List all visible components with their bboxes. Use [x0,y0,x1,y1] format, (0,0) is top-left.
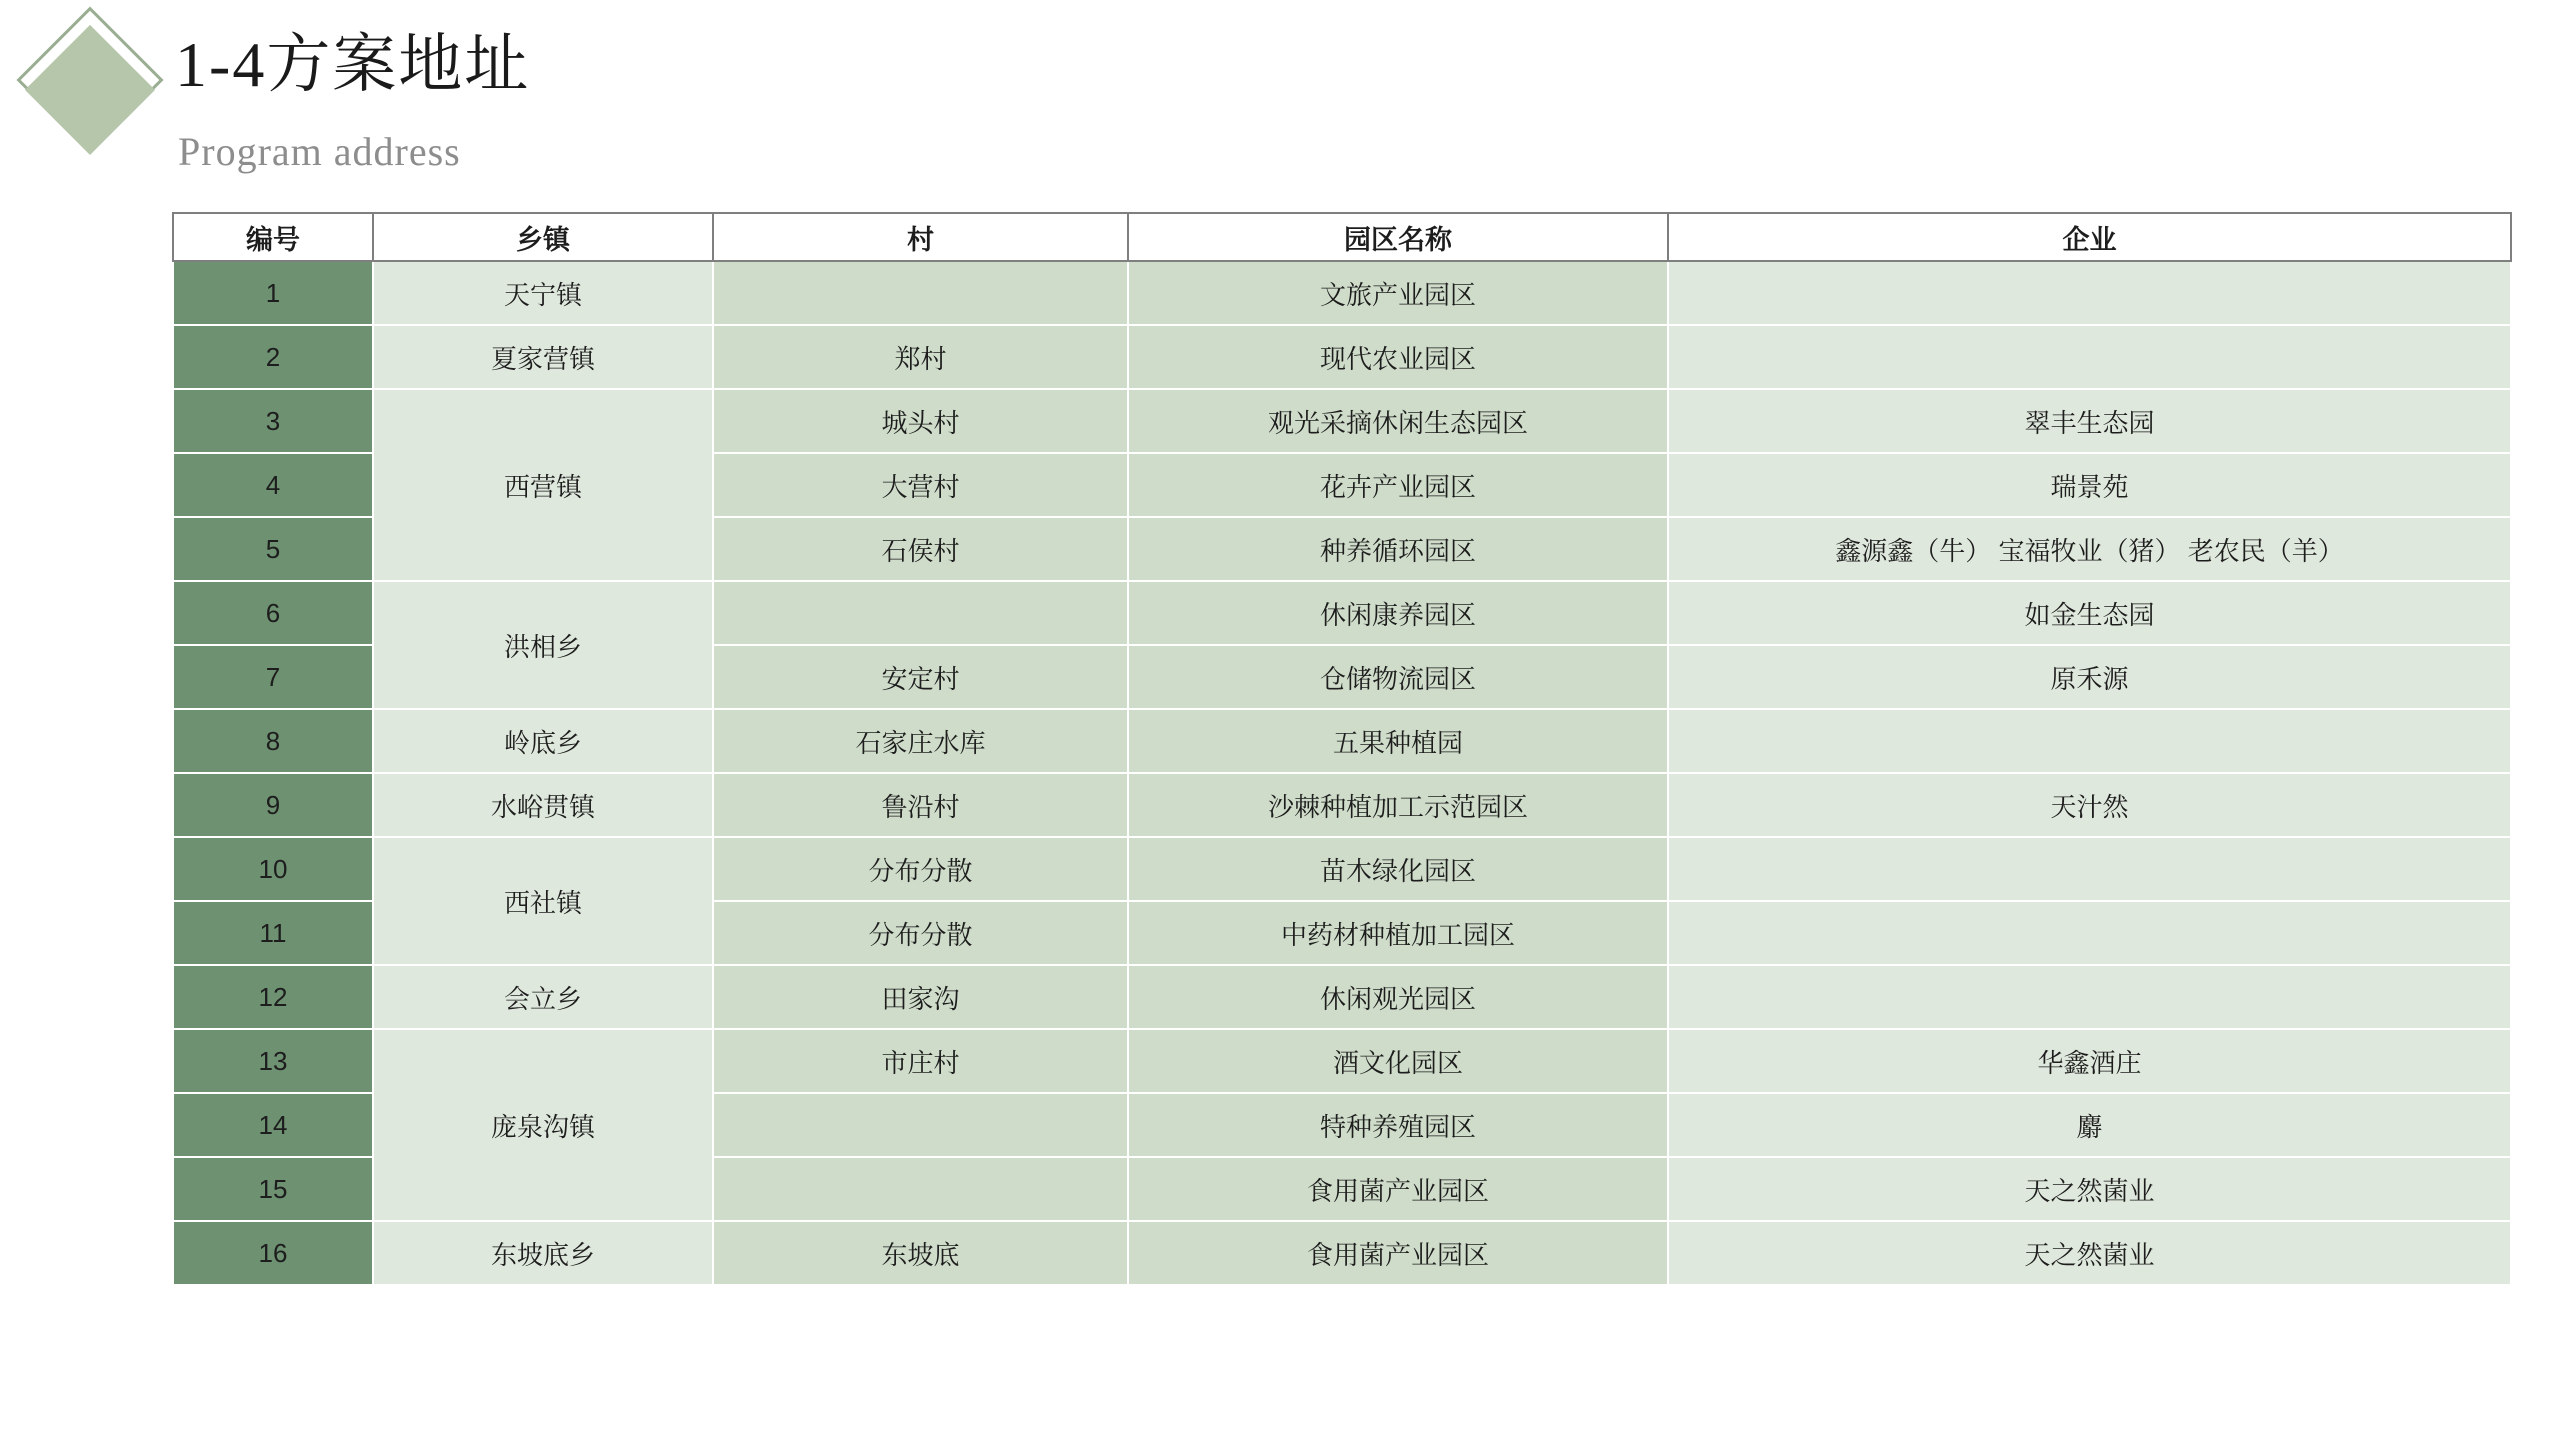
cell-village: 田家沟 [713,965,1128,1029]
cell-park: 文旅产业园区 [1128,261,1668,325]
cell-town: 水峪贯镇 [373,773,713,837]
cell-no: 7 [173,645,373,709]
cell-no: 15 [173,1157,373,1221]
table-row [173,773,2511,837]
cell-no: 6 [173,581,373,645]
cell-village: 安定村 [713,645,1128,709]
cell-park: 休闲观光园区 [1128,965,1668,1029]
cell-no: 10 [173,837,373,901]
table-row [173,325,2511,389]
cell-village: 石家庄水库 [713,709,1128,773]
cell-enterprise [1668,261,2511,325]
cell-enterprise [1668,965,2511,1029]
diamond-decoration-icon [16,6,163,153]
cell-enterprise: 华鑫酒庄 [1668,1029,2511,1093]
cell-no: 4 [173,453,373,517]
column-header-no: 编号 [173,213,373,261]
cell-no: 8 [173,709,373,773]
table-row [173,965,2511,1029]
cell-enterprise [1668,837,2511,901]
cell-park: 中药材种植加工园区 [1128,901,1668,965]
table-body [173,261,2511,1285]
page-header [0,0,2560,210]
cell-park: 五果种植园 [1128,709,1668,773]
cell-park: 食用菌产业园区 [1128,1157,1668,1221]
cell-park: 休闲康养园区 [1128,581,1668,645]
cell-enterprise: 鑫源鑫（牛） 宝福牧业（猪） 老农民（羊） [1668,517,2511,581]
cell-park: 沙棘种植加工示范园区 [1128,773,1668,837]
cell-village: 分布分散 [713,837,1128,901]
cell-park: 花卉产业园区 [1128,453,1668,517]
cell-enterprise: 瑞景苑 [1668,453,2511,517]
cell-park: 食用菌产业园区 [1128,1221,1668,1285]
cell-park: 种养循环园区 [1128,517,1668,581]
cell-no: 11 [173,901,373,965]
cell-town: 洪相乡 [373,581,713,709]
cell-town: 岭底乡 [373,709,713,773]
cell-town: 会立乡 [373,965,713,1029]
cell-no: 14 [173,1093,373,1157]
table-row [173,1221,2511,1285]
cell-town: 东坡底乡 [373,1221,713,1285]
cell-enterprise: 如金生态园 [1668,581,2511,645]
cell-enterprise [1668,325,2511,389]
cell-park: 现代农业园区 [1128,325,1668,389]
cell-town: 夏家营镇 [373,325,713,389]
page-title: 1-4方案地址 [175,29,531,100]
program-address-table-wrap [172,212,2510,1286]
cell-enterprise: 天之然菌业 [1668,1221,2511,1285]
table-row [173,1029,2511,1093]
cell-town: 天宁镇 [373,261,713,325]
cell-enterprise [1668,709,2511,773]
table-header [173,213,2511,261]
table-row [173,261,2511,325]
column-header-village: 村 [713,213,1128,261]
cell-no: 9 [173,773,373,837]
cell-town: 庞泉沟镇 [373,1029,713,1221]
cell-enterprise: 天汁然 [1668,773,2511,837]
cell-village [713,1157,1128,1221]
cell-town: 西营镇 [373,389,713,581]
cell-village [713,261,1128,325]
cell-park: 特种养殖园区 [1128,1093,1668,1157]
cell-enterprise: 原禾源 [1668,645,2511,709]
table-row [173,709,2511,773]
column-header-town: 乡镇 [373,213,713,261]
cell-village: 郑村 [713,325,1128,389]
cell-no: 12 [173,965,373,1029]
cell-park: 苗木绿化园区 [1128,837,1668,901]
diamond-fill [25,25,155,155]
table-row [173,837,2511,901]
cell-no: 2 [173,325,373,389]
cell-no: 5 [173,517,373,581]
column-header-enterprise: 企业 [1668,213,2511,261]
cell-village: 东坡底 [713,1221,1128,1285]
cell-no: 16 [173,1221,373,1285]
cell-enterprise [1668,901,2511,965]
cell-village: 大营村 [713,453,1128,517]
cell-no: 1 [173,261,373,325]
cell-village: 市庄村 [713,1029,1128,1093]
cell-village: 城头村 [713,389,1128,453]
cell-park: 观光采摘休闲生态园区 [1128,389,1668,453]
page-subtitle: Program address [178,129,461,174]
cell-enterprise: 翠丰生态园 [1668,389,2511,453]
cell-enterprise: 麝 [1668,1093,2511,1157]
cell-town: 西社镇 [373,837,713,965]
column-header-park: 园区名称 [1128,213,1668,261]
program-address-table [172,212,2512,1286]
cell-no: 13 [173,1029,373,1093]
table-row [173,389,2511,453]
cell-park: 酒文化园区 [1128,1029,1668,1093]
cell-village: 分布分散 [713,901,1128,965]
cell-village: 鲁沿村 [713,773,1128,837]
cell-enterprise: 天之然菌业 [1668,1157,2511,1221]
table-header-row [173,213,2511,261]
cell-no: 3 [173,389,373,453]
cell-village [713,581,1128,645]
cell-park: 仓储物流园区 [1128,645,1668,709]
cell-village [713,1093,1128,1157]
cell-village: 石侯村 [713,517,1128,581]
table-row [173,581,2511,645]
